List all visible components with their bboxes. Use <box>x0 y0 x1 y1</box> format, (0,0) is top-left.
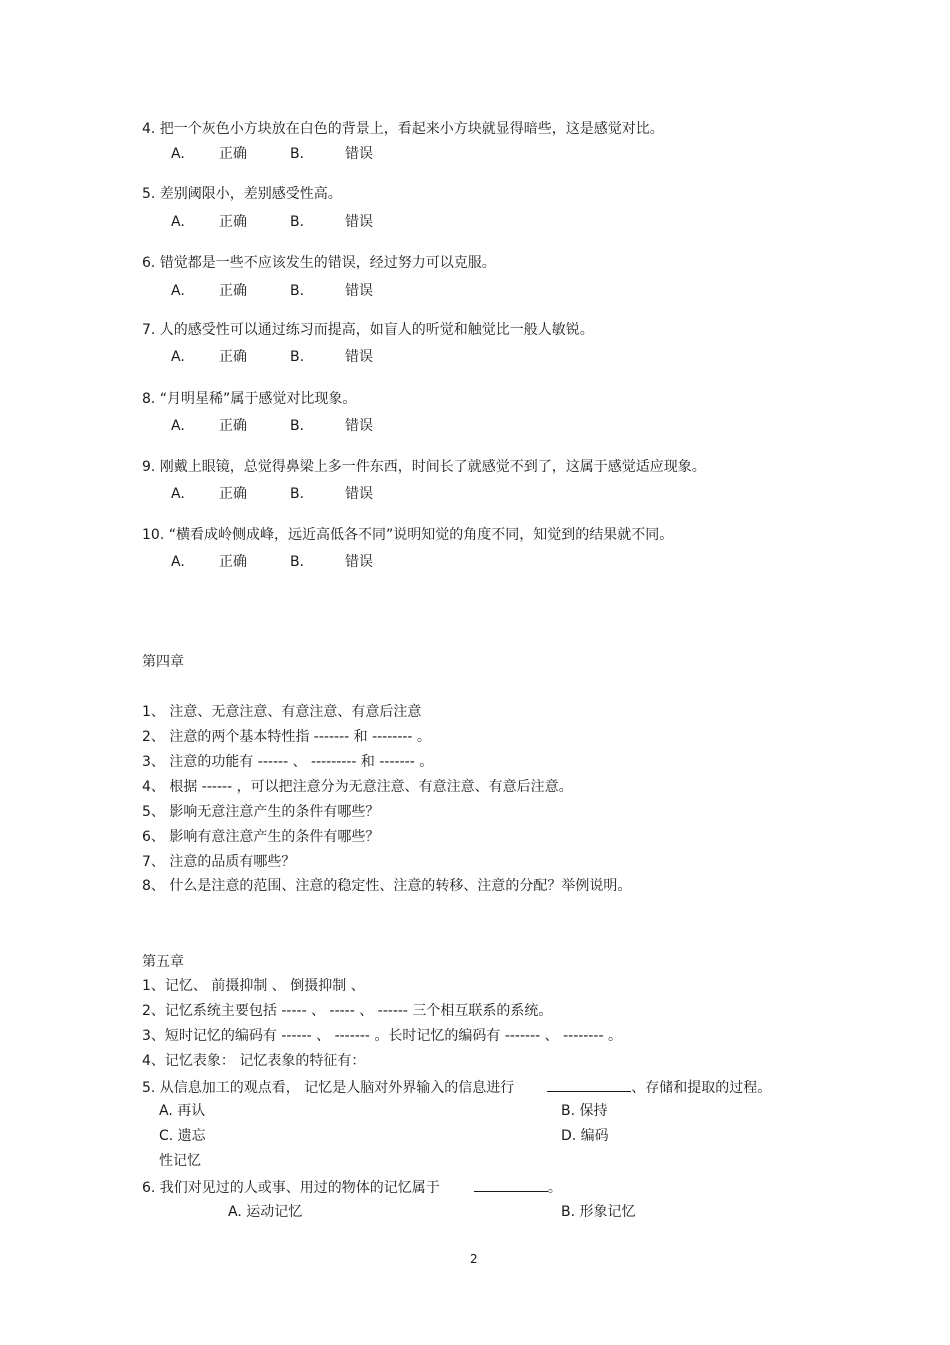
tf-question-4: 4. 把一个灰色小方块放在白色的背景上，看起来小方块就显得暗些，这是感觉对比。 <box>142 121 664 137</box>
option-b-text: 错误 <box>345 418 373 434</box>
chapter-5-question-5 <box>142 1077 771 1097</box>
q5-option-c: C. 遗忘 <box>159 1128 206 1144</box>
answer-blank <box>474 1177 548 1192</box>
q6-option-a: A. 运动记忆 <box>228 1204 303 1220</box>
chapter-4-item-2: 2、 注意的两个基本特性指 ------- 和 -------- 。 <box>142 729 431 745</box>
option-b-text: 错误 <box>345 554 373 570</box>
question-5-stem: 5. 从信息加工的观点看， 记忆是人脑对外界输入的信息进行 <box>142 1080 515 1096</box>
page-number: 2 <box>470 1252 478 1266</box>
option-a-text: 正确 <box>219 214 247 230</box>
option-a-letter: A. <box>171 418 185 434</box>
chapter-4-item-6: 6、 影响有意注意产生的条件有哪些？ <box>142 829 380 845</box>
q5-option-d: D. 编码 <box>561 1128 609 1144</box>
option-b-letter: B. <box>290 349 305 365</box>
option-a-text: 正确 <box>219 283 247 299</box>
option-a-letter: A. <box>171 554 185 570</box>
chapter-4-item-7: 7、 注意的品质有哪些？ <box>142 854 296 870</box>
option-a-text: 正确 <box>219 349 247 365</box>
q5-option-b: B. 保持 <box>561 1103 608 1119</box>
option-b-text: 错误 <box>345 146 373 162</box>
chapter-4-item-5: 5、 影响无意注意产生的条件有哪些？ <box>142 804 380 820</box>
option-a-text: 正确 <box>219 554 247 570</box>
chapter-5-item-2: 2、记忆系统主要包括 ----- 、 ----- 、 ------ 三个相互联系的系统。 <box>142 1003 553 1019</box>
option-a-letter: A. <box>171 486 185 502</box>
option-a-text: 正确 <box>219 486 247 502</box>
option-b-text: 错误 <box>345 349 373 365</box>
chapter-5-item-4: 4、记忆表象： 记忆表象的特征有： <box>142 1053 366 1069</box>
chapter-4-item-1: 1、 注意、无意注意、有意注意、有意后注意 <box>142 704 422 720</box>
tf-question-6: 6. 错觉都是一些不应该发生的错误，经过努力可以克服。 <box>142 255 496 271</box>
option-b-text: 错误 <box>345 486 373 502</box>
question-5-stem-end: 、存储和提取的过程。 <box>631 1080 772 1096</box>
option-b-letter: B. <box>290 146 305 162</box>
tf-question-8: 8. “月明星稀”属于感觉对比现象。 <box>142 391 357 407</box>
chapter-4-item-3: 3、 注意的功能有 ------ 、 --------- 和 ------- 。 <box>142 754 434 770</box>
option-b-text: 错误 <box>345 283 373 299</box>
tf-question-5: 5. 差别阈限小，差别感受性高。 <box>142 186 342 202</box>
q5-option-extra: 性记忆 <box>159 1153 201 1169</box>
option-a-letter: A. <box>171 214 185 230</box>
option-b-letter: B. <box>290 214 305 230</box>
q6-option-b: B. 形象记忆 <box>561 1204 636 1220</box>
tf-question-7: 7. 人的感受性可以通过练习而提高，如盲人的听觉和触觉比一般人敏锐。 <box>142 322 594 338</box>
chapter-5-item-1: 1、记忆、 前摄抑制 、 倒摄抑制 、 <box>142 978 365 994</box>
option-a-letter: A. <box>171 146 185 162</box>
chapter-4-item-4: 4、 根据 ------ ，可以把注意分为无意注意、有意注意、有意后注意。 <box>142 779 573 795</box>
chapter-5-question-6 <box>142 1177 562 1197</box>
option-a-text: 正确 <box>219 146 247 162</box>
answer-blank <box>547 1077 631 1092</box>
option-b-letter: B. <box>290 283 305 299</box>
chapter-4-heading: 第四章 <box>142 654 184 670</box>
option-b-letter: B. <box>290 486 305 502</box>
chapter-5-heading: 第五章 <box>142 954 184 970</box>
tf-question-9: 9. 刚戴上眼镜，总觉得鼻梁上多一件东西，时间长了就感觉不到了，这属于感觉适应现象。 <box>142 459 706 475</box>
tf-question-10: 10. “横看成岭侧成峰，远近高低各不同”说明知觉的角度不同，知觉到的结果就不同。 <box>142 527 674 543</box>
question-6-stem-end: 。 <box>547 1180 562 1196</box>
option-a-letter: A. <box>171 349 185 365</box>
option-b-text: 错误 <box>345 214 373 230</box>
option-b-letter: B. <box>290 554 305 570</box>
q5-option-a: A. 再认 <box>159 1103 206 1119</box>
option-b-letter: B. <box>290 418 305 434</box>
chapter-5-item-3: 3、短时记忆的编码有 ------ 、 ------- 。长时记忆的编码有 ------- 、 -------- 。 <box>142 1028 622 1044</box>
chapter-4-item-8: 8、 什么是注意的范围、注意的稳定性、注意的转移、注意的分配？举例说明。 <box>142 878 632 894</box>
question-6-stem: 6. 我们对见过的人或事、用过的物体的记忆属于 <box>142 1180 440 1196</box>
option-a-letter: A. <box>171 283 185 299</box>
option-a-text: 正确 <box>219 418 247 434</box>
